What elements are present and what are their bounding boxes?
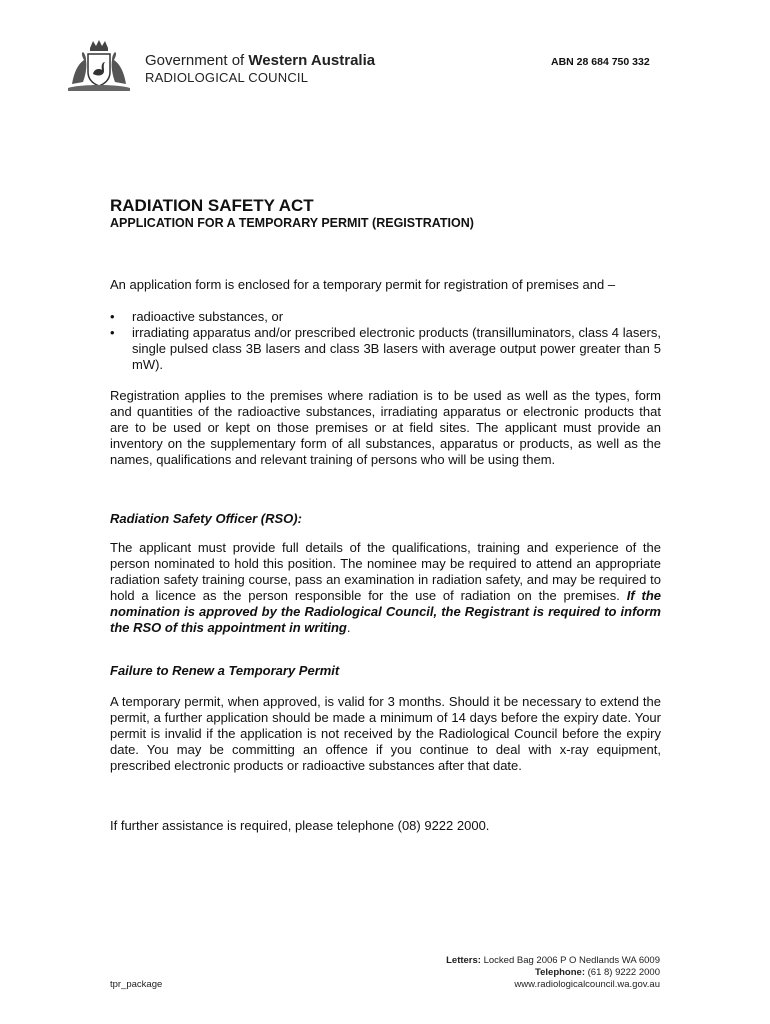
document-code: tpr_package [110, 979, 163, 990]
assistance-line: If further assistance is required, please telephone (08) 9222 2000. [110, 818, 490, 833]
contact-block [446, 955, 660, 991]
rso-paragraph [110, 540, 661, 636]
intro-paragraph: An application form is enclosed for a temporary permit for registration of premises and – [110, 277, 616, 292]
renew-paragraph: A temporary permit, when approved, is valid for 3 months. Should it be necessary to extend the permit, a further application should be made a minimum of 14 days before the expiry date. Your permit is invalid if the application is not received by the Radiological Council before the expiry date. You may be committing an offence if you continue to deal with x-ray equipment, prescribed electronic products or radioactive substances after that date. [110, 694, 661, 773]
bullet-list [110, 309, 661, 373]
rso-heading: Radiation Safety Officer (RSO): [110, 511, 302, 526]
list-item [110, 309, 661, 325]
telephone-line: Telephone: (61 8) 9222 2000 [535, 967, 660, 978]
renew-heading: Failure to Renew a Temporary Permit [110, 663, 340, 678]
bullet-icon: • [110, 309, 115, 324]
abn-number: ABN 28 684 750 332 [551, 56, 650, 68]
wa-coat-of-arms-icon [66, 38, 132, 94]
rso-emphasis: If the nomination is approved by the Radiological Council, the Registrant is required to inform the RSO of this appointment in writing [110, 588, 661, 635]
government-name: Government of Western Australia [145, 52, 376, 69]
registration-paragraph: Registration applies to the premises where radiation is to be used as well as the types, form and quantities of the radioactive substances, irradiating apparatus or electronic products that are to be used or kept on those premises or at field sites. The applicant must provide an inventory on the supplementary form of all substances, apparatus or products, as well as the names, qualifications and relevant training of persons who will be using them. [110, 388, 661, 467]
bullet-icon: • [110, 325, 115, 340]
letters-line: Letters: Locked Bag 2006 P O Nedlands WA 6009 [446, 955, 660, 966]
council-name: RADIOLOGICAL COUNCIL [145, 70, 309, 85]
list-item [110, 325, 661, 373]
bullet-text: irradiating apparatus and/or prescribed electronic products (transilluminators, class 4 lasers, single pulsed class 3B lasers and class 3B lasers with average output power greater than 5 mW). [132, 325, 661, 372]
rso-text: The applicant must provide full details of the qualifications, training and experience of the person nominated to hold this position. The nominee may be required to attend an appropriate radiation safety training course, pass an examination in radiation safety, and may be required to hold a licence as the person responsible for the use of radiation on the premises. [110, 540, 661, 603]
bullet-text: radioactive substances, or [132, 309, 284, 324]
document-title: RADIATION SAFETY ACT [110, 196, 314, 215]
website-link[interactable]: www.radiologicalcouncil.wa.gov.au [514, 979, 660, 990]
document-subtitle: APPLICATION FOR A TEMPORARY PERMIT (REGISTRATION) [110, 216, 474, 230]
rso-end: . [346, 620, 351, 635]
